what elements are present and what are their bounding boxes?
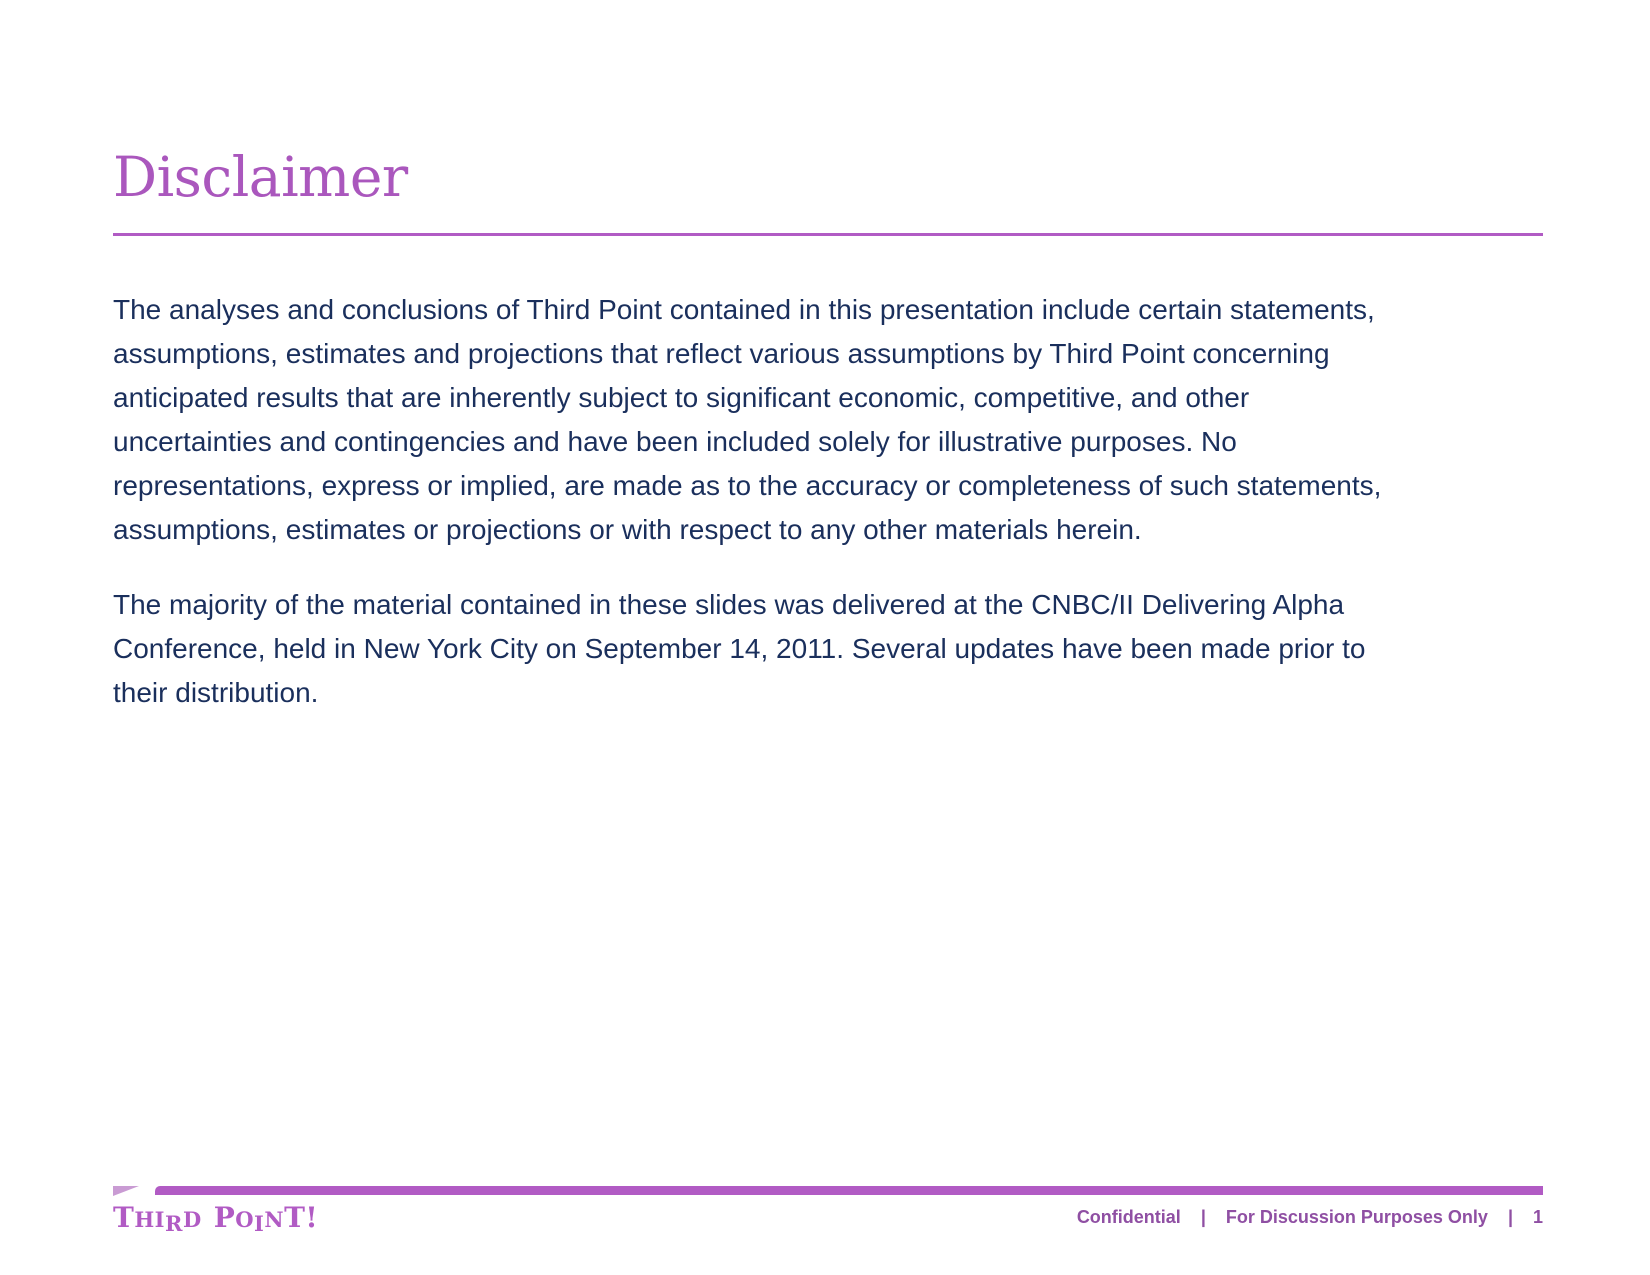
paragraph-line: assumptions, estimates and projections that reflect various assumptions by Third Point concerning	[113, 338, 1330, 369]
paragraph-line: their distribution.	[113, 677, 319, 708]
footer-accent-tab	[113, 1186, 139, 1196]
page-number: 1	[1532, 1207, 1543, 1227]
discussion-label: For Discussion Purposes Only	[1225, 1207, 1488, 1227]
third-point-logo: THIRD POINT!	[113, 1201, 319, 1236]
paragraph-line: The analyses and conclusions of Third Point contained in this presentation include certain statements,	[113, 294, 1375, 325]
footer-divider	[155, 1186, 1543, 1195]
paragraph-line: Conference, held in New York City on September 14, 2011. Several updates have been made prior to	[113, 633, 1366, 664]
page-title: Disclaimer	[113, 145, 408, 209]
paragraph-1	[113, 288, 1553, 552]
paragraph-line: assumptions, estimates or projections or with respect to any other materials herein.	[113, 514, 1142, 545]
confidential-label: Confidential	[1076, 1207, 1181, 1227]
paragraph-line: The majority of the material contained in these slides was delivered at the CNBC/II Delivering Alpha	[113, 589, 1345, 620]
disclaimer-body	[113, 288, 1553, 746]
footer-info	[1077, 1207, 1543, 1228]
paragraph-line: anticipated results that are inherently subject to significant economic, competitive, and other	[113, 382, 1250, 413]
paragraph-2	[113, 583, 1553, 715]
footer-separator: |	[1507, 1207, 1513, 1227]
paragraph-line: uncertainties and contingencies and have been included solely for illustrative purposes. No	[113, 426, 1237, 457]
footer-separator: |	[1200, 1207, 1206, 1227]
paragraph-line: representations, express or implied, are made as to the accuracy or completeness of such statements,	[113, 470, 1382, 501]
title-divider	[113, 233, 1543, 236]
